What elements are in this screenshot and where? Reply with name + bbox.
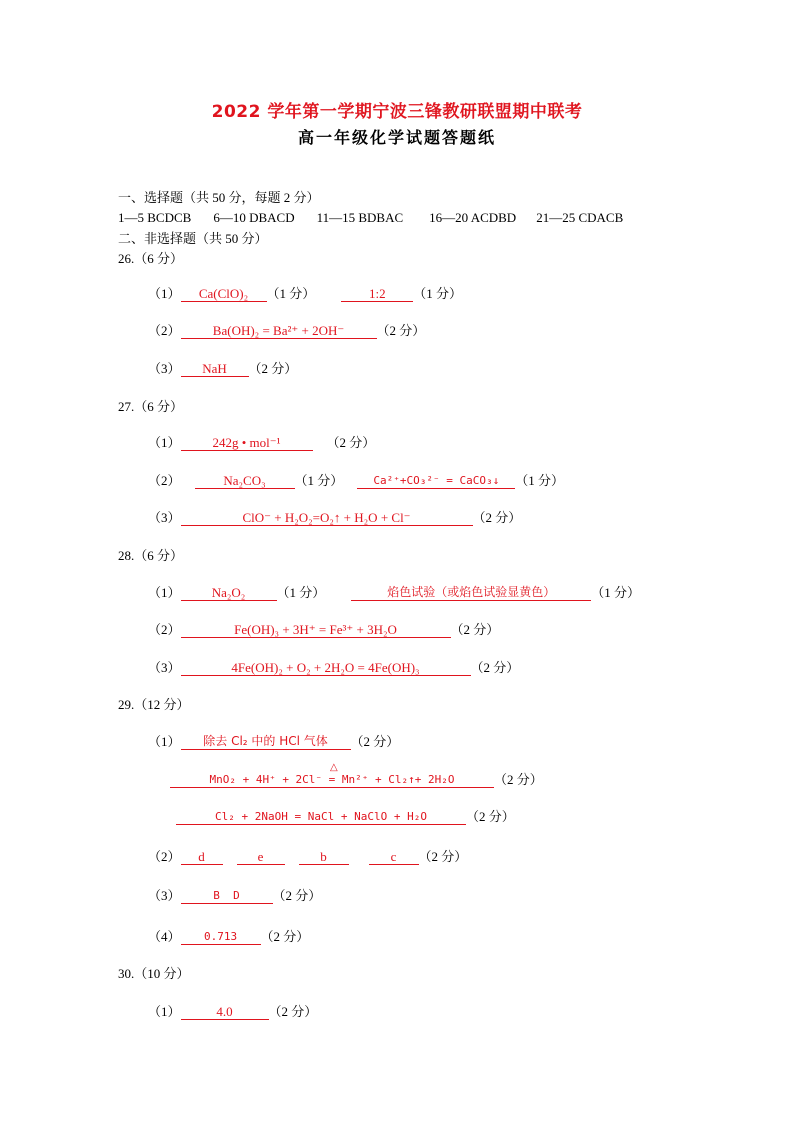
answer-blank: Fe(OH)₃ + 3H⁺ = Fe³⁺ + 3H₂O xyxy=(181,622,451,638)
mcq-group: 11—15 BDBAC xyxy=(316,210,404,225)
part-number: （1） xyxy=(148,734,181,749)
mcq-group: 1—5 BCDCB xyxy=(118,210,192,225)
answer-blank: ClO⁻ + H₂O₂=O₂↑ + H₂O + Cl⁻ xyxy=(181,510,473,526)
q26-label: 26.（6 分） xyxy=(118,251,184,266)
part-number: （1） xyxy=(148,1004,181,1019)
score: （2 分） xyxy=(494,772,543,787)
q29-equation-1 xyxy=(170,772,543,788)
score: （1 分） xyxy=(413,286,463,301)
answer-blank: 4Fe(OH)₂ + O₂ + 2H₂O = 4Fe(OH)₃ xyxy=(181,660,471,676)
page-subtitle: 高一年级化学试题答题纸 xyxy=(297,128,496,147)
mcq-group: 6—10 DBACD xyxy=(213,210,295,225)
q28-part1 xyxy=(148,585,640,601)
answer-blank: NaH xyxy=(181,361,249,377)
score: （2 分） xyxy=(466,809,515,824)
answer-blank: b xyxy=(299,849,349,865)
answer-blank: 1:2 xyxy=(341,286,413,302)
q30-label: 30.（10 分） xyxy=(118,966,190,981)
score: （2 分） xyxy=(418,849,468,864)
part-number: （1） xyxy=(148,286,181,301)
answer-blank: Na₂CO₃ xyxy=(195,473,295,489)
score: （1 分） xyxy=(591,585,641,600)
score: （1 分） xyxy=(276,585,326,600)
q28-part3 xyxy=(148,660,519,676)
q27-part1 xyxy=(148,435,375,451)
mcq-answers xyxy=(118,210,623,226)
q29-label: 29.（12 分） xyxy=(118,697,190,712)
part-number: （3） xyxy=(148,510,181,525)
answer-blank: c xyxy=(369,849,419,865)
part-number: （2） xyxy=(148,473,181,488)
mcq-group: 21—25 CDACB xyxy=(536,210,624,225)
part-number: （3） xyxy=(148,888,181,903)
part-number: （2） xyxy=(148,849,181,864)
q27-part2 xyxy=(148,473,564,489)
score: （2 分） xyxy=(248,361,298,376)
part-number: （1） xyxy=(148,585,181,600)
q29-part4 xyxy=(148,929,309,945)
answer-blank: B D xyxy=(181,888,273,904)
q26-part1 xyxy=(148,286,462,302)
answer-blank: 242g • mol⁻¹ xyxy=(181,435,313,451)
score: （2 分） xyxy=(470,660,520,675)
score: （1 分） xyxy=(515,473,565,488)
answer-blank: Cl₂ + 2NaOH = NaCl + NaClO + H₂O xyxy=(176,809,466,825)
score: （2 分） xyxy=(376,323,426,338)
score: （1 分） xyxy=(294,473,344,488)
score: （2 分） xyxy=(268,1004,318,1019)
answer-blank: 0.713 xyxy=(181,929,261,945)
part-number: （1） xyxy=(148,435,181,450)
answer-blank: 焰色试验（或焰色试验显黄色） xyxy=(351,585,591,601)
q30-part1 xyxy=(148,1004,317,1020)
q27-label: 27.（6 分） xyxy=(118,399,184,414)
answer-blank: Ba(OH)₂ = Ba²⁺ + 2OH⁻ xyxy=(181,323,377,339)
score: （2 分） xyxy=(326,435,376,450)
q26-part2 xyxy=(148,323,425,339)
heat-symbol: △ xyxy=(330,762,338,773)
part-number: （4） xyxy=(148,929,181,944)
score: （2 分） xyxy=(450,622,500,637)
section-2-heading: 二、非选择题（共 50 分） xyxy=(118,231,268,246)
mcq-group: 16—20 ACDBD xyxy=(429,210,517,225)
score: （2 分） xyxy=(472,510,522,525)
q29-part3 xyxy=(148,888,321,904)
answer-blank: d xyxy=(181,849,223,865)
q27-part3 xyxy=(148,510,521,526)
answer-blank: e xyxy=(237,849,285,865)
score: （1 分） xyxy=(266,286,316,301)
answer-blank: Ca²⁺+CO₃²⁻ = CaCO₃↓ xyxy=(357,473,515,489)
q26-part3 xyxy=(148,361,297,377)
q29-equation-2 xyxy=(176,809,515,825)
part-number: （2） xyxy=(148,622,181,637)
answer-blank: 除去 Cl₂ 中的 HCl 气体 xyxy=(181,734,351,750)
section-1-heading: 一、选择题（共 50 分，每题 2 分） xyxy=(118,190,320,205)
q29-part1 xyxy=(148,734,399,750)
q28-label: 28.（6 分） xyxy=(118,548,184,563)
part-number: （3） xyxy=(148,660,181,675)
answer-blank: MnO₂ + 4H⁺ + 2Cl⁻ = Mn²⁺ + Cl₂↑+ 2H₂O xyxy=(170,772,494,788)
q28-part2 xyxy=(148,622,499,638)
answer-blank: 4.0 xyxy=(181,1004,269,1020)
score: （2 分） xyxy=(260,929,310,944)
part-number: （2） xyxy=(148,323,181,338)
score: （2 分） xyxy=(272,888,322,903)
part-number: （3） xyxy=(148,361,181,376)
answer-blank: Na₂O₂ xyxy=(181,585,277,601)
page-title: 2022 学年第一学期宁波三锋教研联盟期中联考 xyxy=(211,102,583,122)
score: （2 分） xyxy=(350,734,400,749)
answer-blank: Ca(ClO)₂ xyxy=(181,286,267,302)
q29-part2 xyxy=(148,849,467,865)
